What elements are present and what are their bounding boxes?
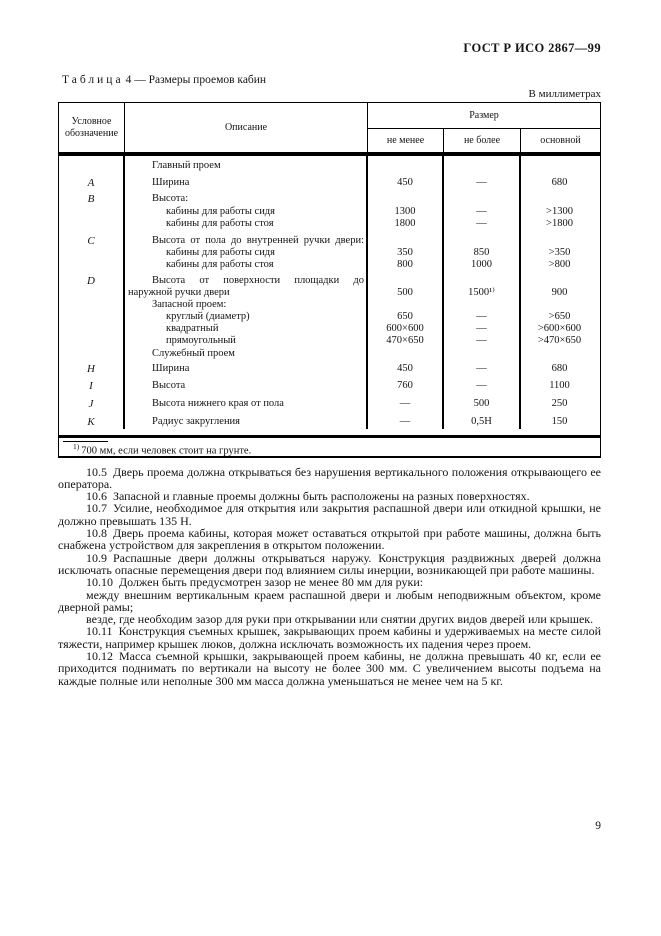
table-caption [58, 74, 601, 86]
row-value-max: — [476, 177, 487, 189]
table-row-block [444, 416, 519, 428]
row-value-max: — [476, 205, 487, 217]
table-row-block [521, 363, 598, 375]
row-value-min: — [399, 398, 411, 410]
clause-10.12: 10.12 Масса съемной крышки, закрывающей проем кабины, не должна превышать 40 кг, если ее приходится поднимать по вертикали на высоту не более 300 мм. С увеличением высоты подъема на каждые полные или неполные 300 мм масса должна уменьшаться не менее чем на 5 кг. [58, 649, 601, 688]
table-row-block [125, 275, 366, 360]
row-value-min: 1300 [394, 205, 416, 217]
table-row-block [521, 380, 598, 392]
table-row-block [444, 380, 519, 392]
table-caption-rest: 4 — Размеры проемов кабин [125, 74, 267, 86]
row-symbol [59, 323, 123, 335]
table-column [444, 156, 521, 429]
table-row-block [368, 160, 442, 172]
row-description-line: круглый (диаметр) [166, 311, 250, 323]
standard-code: ГОСТ Р ИСО 2867—99 [463, 41, 601, 55]
row-description-line: прямоугольный [166, 335, 236, 347]
row-value-basic [521, 160, 598, 172]
row-value-basic: >650 [548, 311, 571, 323]
table-row-block [125, 416, 366, 428]
units-note: В миллиметрах [528, 88, 601, 100]
row-value-max: 1500¹⁾ [468, 286, 495, 298]
row-symbol: C [87, 234, 95, 247]
clause-10.7: 10.7 Усилие, необходимое для открытия или закрытия распашной двери или откидной крышки, не должно превышать 135 Н. [58, 501, 601, 528]
table-row-block [368, 235, 442, 272]
row-description-line: Высота: [152, 193, 189, 205]
row-value-min: — [399, 416, 411, 428]
row-description-line: Главный проем [152, 160, 221, 171]
row-value-basic: 900 [551, 286, 568, 298]
row-value-min: 800 [397, 259, 413, 271]
row-value-min: 450 [397, 177, 413, 189]
table-row-block [59, 275, 123, 360]
table-row-block [521, 160, 598, 172]
row-value-max: 850 [473, 247, 490, 259]
row-description-line: Служебный проем [152, 347, 235, 359]
row-value-max [444, 235, 519, 247]
clause-number: 10.7 [86, 501, 107, 516]
clause-number: 10.12 [86, 649, 113, 664]
row-value-basic: 1100 [549, 380, 570, 391]
table-column [59, 156, 125, 429]
row-value-min [368, 160, 442, 172]
table-row-block [59, 235, 123, 272]
size-subheader-row [368, 129, 600, 152]
row-symbol: J [88, 398, 94, 411]
row-value-max: 1000 [471, 259, 492, 271]
footnote-text: 700 мм, если человек стоит на грунте. [81, 445, 252, 457]
table-column [521, 156, 598, 429]
table-row-block [59, 193, 123, 230]
clause-10.6: 10.6 Запасной и главные проемы должны быть расположены на разных поверхностях. [86, 489, 530, 504]
row-description-line: Высота нижнего края от пола [152, 398, 284, 410]
clause-10.9: 10.9 Распашные двери должны открываться наружу. Конструкция раздвижных дверей должна исключать опасные перемещения двери под влиянием силы инерции, возникающей при работе машины. [58, 550, 601, 577]
row-value-max [444, 275, 519, 287]
row-value-basic: 680 [551, 362, 568, 374]
table-row-block [125, 363, 366, 375]
row-value-basic [521, 235, 598, 247]
table-caption-word: Таблица [62, 74, 124, 86]
row-description-line: Ширина [152, 362, 190, 374]
row-symbol: H [87, 362, 95, 375]
table-row-block [444, 177, 519, 189]
row-value-basic: 150 [551, 416, 568, 428]
row-description-line: Высота от пола до внутренней ручки двери: [152, 234, 364, 246]
row-value-max [444, 348, 519, 360]
row-description-line: Радиус закругления [152, 416, 241, 428]
row-symbol [59, 247, 123, 259]
row-value-basic [521, 275, 598, 287]
col-group-size [368, 103, 600, 152]
table-row-block [521, 398, 598, 410]
row-symbol: A [87, 177, 95, 190]
table-row-block [521, 193, 598, 230]
table-row-block [59, 177, 123, 189]
row-value-max: — [476, 380, 487, 391]
cab-openings-table [58, 102, 601, 458]
row-value-min [368, 235, 442, 247]
table-row-block [444, 193, 519, 230]
table-row-block [368, 398, 442, 410]
row-description-line: Ширина [152, 177, 190, 189]
row-value-max: — [476, 217, 487, 229]
col-header-not-more: не более [444, 129, 521, 152]
table-row-block [125, 380, 366, 392]
row-value-basic: >600×600 [537, 323, 582, 335]
row-symbol: B [87, 193, 95, 206]
col-header-size: Размер [368, 103, 600, 129]
row-description-line: Высота от поверхности площадки до [152, 274, 364, 286]
row-value-max: — [476, 362, 487, 374]
row-description-line: кабины для работы сидя [166, 205, 275, 217]
row-symbol [59, 287, 123, 299]
clause-list-item: везде, где необходим зазор для руки при открывании или снятии других видов дверей или крышек. [86, 612, 594, 627]
row-value-basic: >350 [548, 247, 571, 259]
table-row-block [521, 416, 598, 428]
row-value-min [368, 299, 442, 311]
clause-10.10: 10.10 Должен быть предусмотрен зазор не менее 80 мм для руки: [86, 575, 424, 590]
row-symbol [59, 206, 123, 218]
row-value-max: — [476, 311, 487, 323]
clause-10.11: 10.11 Конструкция съемных крышек, закрывающих проем кабины и удерживаемых на месте силой тяжести, например крышек люков, должна исключать возможность их падения через проем. [58, 624, 601, 651]
col-header-not-less: не менее [368, 129, 444, 152]
row-value-min: 500 [397, 286, 413, 298]
table-row-block [368, 177, 442, 189]
footnote-separator-rule [63, 441, 108, 442]
col-header-description: Описание [125, 103, 368, 152]
table-row-block [59, 416, 123, 428]
row-value-min: 1800 [394, 217, 416, 229]
row-description-line: Высота [152, 380, 186, 391]
table-row-block [444, 160, 519, 172]
row-description-line: кабины для работы стоя [166, 217, 274, 229]
table-row-block [59, 398, 123, 410]
row-description-line: кабины для работы стоя [166, 259, 274, 271]
table-footnote [59, 435, 600, 456]
row-value-min: 650 [397, 311, 413, 323]
table-row-block [368, 193, 442, 230]
row-value-basic: >470×650 [537, 335, 582, 347]
table-row-block [444, 235, 519, 272]
table-row-block [368, 275, 442, 360]
row-symbol [59, 259, 123, 271]
row-value-basic: >800 [548, 259, 571, 271]
row-symbol [59, 218, 123, 230]
row-description-line: наружной ручки двери [128, 286, 230, 298]
clause-number: 10.11 [86, 624, 113, 639]
row-description-line: Запасной проем: [152, 298, 227, 310]
col-header-symbol: Условное обозначение [59, 103, 125, 152]
row-value-basic: 250 [551, 398, 568, 410]
table-body [59, 156, 600, 435]
row-value-max: — [476, 323, 487, 335]
table-row-block [59, 380, 123, 392]
footnote-marker: 1) [73, 441, 80, 451]
row-symbol [59, 299, 123, 311]
table-column [368, 156, 444, 429]
row-value-min [368, 193, 442, 205]
table-row-block [125, 398, 366, 410]
table-row-block [59, 160, 123, 172]
row-value-max [444, 160, 519, 172]
row-description-line: кабины для работы сидя [166, 247, 275, 259]
row-value-basic: >1800 [546, 217, 573, 229]
table-row-block [125, 160, 366, 172]
clause-number: 10.5 [86, 464, 107, 479]
row-value-basic [521, 348, 598, 360]
row-value-min: 600×600 [386, 323, 424, 335]
clause-number: 10.9 [86, 550, 107, 565]
row-symbol [59, 335, 123, 347]
clause-number: 10.6 [86, 489, 107, 504]
row-description-line: квадратный [166, 323, 219, 335]
row-value-max [444, 193, 519, 205]
row-value-basic [521, 193, 598, 205]
row-value-max [444, 299, 519, 311]
row-value-basic [521, 299, 598, 311]
row-value-min: 450 [397, 362, 413, 374]
table-row-block [444, 275, 519, 360]
row-value-basic: 680 [551, 177, 568, 189]
row-symbol: I [89, 380, 93, 392]
row-symbol: D [87, 274, 95, 287]
row-symbol [59, 160, 123, 172]
row-value-min [368, 275, 442, 287]
clause-list-item: между внешним вертикальным краем распашной двери и любым неподвижным объектом, кроме дверной рамы; [58, 587, 601, 614]
table-row-block [368, 363, 442, 375]
row-symbol [59, 348, 123, 360]
table-header-row [59, 103, 600, 156]
row-value-min: 350 [397, 247, 413, 259]
table-row-block [59, 363, 123, 375]
table-row-block [521, 177, 598, 189]
clause-number: 10.10 [86, 575, 113, 590]
clause-number: 10.8 [86, 526, 107, 541]
table-row-block [444, 363, 519, 375]
table-row-block [444, 398, 519, 410]
row-symbol [59, 311, 123, 323]
table-row-block [125, 193, 366, 230]
table-row-block [368, 380, 442, 392]
row-value-max: — [476, 335, 487, 347]
row-value-min [368, 348, 442, 360]
row-value-basic: >1300 [546, 205, 573, 217]
row-value-min: 760 [397, 380, 413, 391]
page-number: 9 [595, 820, 601, 832]
clause-10.5: 10.5 Дверь проема должна открываться без нарушения вертикального положения открывающего ее оператора. [58, 464, 601, 491]
table-column [125, 156, 368, 429]
table-row-block [368, 416, 442, 428]
row-value-min: 470×650 [386, 335, 424, 347]
clause-10.8: 10.8 Дверь проема кабины, которая может оставаться открытой при работе машины, должна быть снабжена устройством для закрепления в открытом положении. [58, 526, 601, 553]
row-symbol: K [87, 416, 95, 429]
row-value-max: 500 [473, 398, 490, 410]
table-row-block [521, 275, 598, 360]
row-value-max: 0,5Н [471, 416, 492, 428]
table-row-block [125, 235, 366, 272]
table-row-block [521, 235, 598, 272]
col-header-basic: основной [540, 134, 581, 146]
table-row-block [125, 177, 366, 189]
clauses-block [58, 466, 601, 687]
